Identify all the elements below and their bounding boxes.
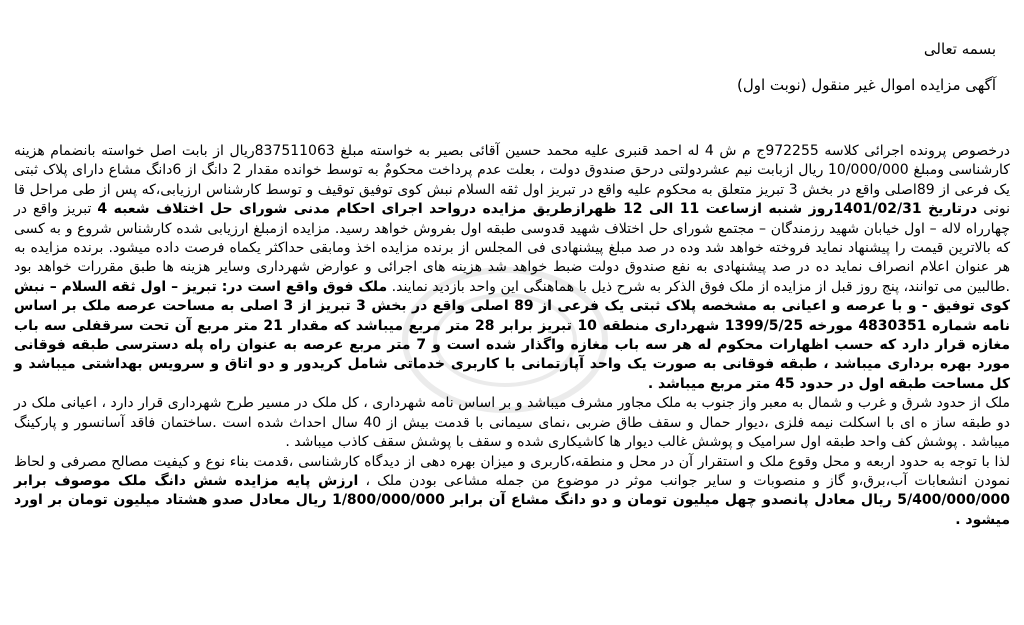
- paragraph-boundaries: ملک از حدود شرق و غرب و شمال به معبر واز جنوب به ملک مجاور مشرف میباشد و بر اساس نامه شهرداری ، کل ملک در مسیر طرح شهرداری قرار دارد ، اعیانی ملک در دو طبقه ساز ه ای با اسکلت نیمه فلزی ،دیوار حمال و سقف طاق ضربی ،نمای سیمانی با قدمت بیش از 40 سال احداث شده است .ساختمان فاقد آسانسور و پارکینگ میباشد . پوشش کف واحد طبقه اول سرامیک و پوشش غالب دیوار ها کاشیکاری شده و سقف با پوشش سقف کاذب میباشد .: [14, 395, 1010, 451]
- case-text: درخصوص پرونده اجرائی کلاسه 972255ج م ش 4 له احمد قنبری علیه محمد حسین آقائی بصیر به خواسته مبلغ 837511063ریال از بابت اصل خواسته بانضمام هزینه کارشناسی ومبلغ 10/000/000 ریال ازبابت نیم عشردولتی درحق صندوق دولت ، بعلت عدم پرداخت محکومٌ به توسط خوانده مقدار 2 دانگ از 6دانگ مشاع دارای پلاک ثبتی یک فرعی از 89اصلی واقع در بخش 3 تبریز متعلق به محکوم علیه واقع در تبریز اول ثقه السلام نبش کوی توفیق توقیف و توسط کارشناس ارزیابی،که پس از طی مراحل قا نونی: [14, 143, 1011, 218]
- base-price-text: ارزش پایه مزایده شش دانگ ملک موصوف برابر 5/400/000/000 ریال معادل پانصدو چهل میلیون تومان و دو دانگ مشاع آن برابر 1/800/000/000 ریال معادل صدو هشتاد میلیون تومان بر اورد میشود .: [14, 472, 1010, 528]
- basmala-heading: بسمه تعالی: [923, 40, 996, 58]
- valuation-text: لذا با توجه به حدود اربعه و محل وقوع ملک و استقرار آن در محل و منطقه،کاربری و میزان بهره دهی از دیدگاه کارشناسی ،قدمت بناء نوع و کیفیت مصالح مصرفی و لحاظ نمودن انشعابات آب،برق،و گاز و منصوبات و سایر جوانب موثر در موضوع من جمله مشاعی بودن ملک ،: [14, 453, 1011, 489]
- notice-body: [14, 142, 1010, 530]
- auction-terms-text: تبریز واقع در چهارراه لاله – اول خیابان شهید رزمندگان – مجتمع شورای حل اختلاف شهید قدوسی طبقه اول بفروش خواهد رسید. مزایده ازمبلغ ارزیابی شده کارشناس شروع و به کسی که بالاترین قیمت را پیشنهاد نماید فروخته خواهد شد وده در صد مبلغ پیشنهادی فی المجلس از برنده مزایده اخذ ومابقی حداکثر یکماه فرصت داده میشود. برنده مزایده به هر عنوان اعلام انصراف نماید ده در صد پیشنهادی به نفع صندوق دولت ضبط خواهد شد هزینه های اجرائی و عوارض شهرداری وسایر هزینه ها طبق مقررات خواهد بود .طالبین می توانند، پنج روز قبل از مزایده از ملک فوق الذکر به شرح ذیل با هماهنگی این واحد بازدید نمایند.: [14, 201, 1011, 295]
- auction-date-text: درتاریخ 1401/02/31روز شنبه ازساعت 11 الی 12 ظهرازطریق مزایده درواحد اجرای احکام مدنی شورای حل اختلاف شعبه 4: [97, 201, 978, 218]
- property-description-text: ملک فوق واقع است در: تبریز – اول ثقه السلام – نبش کوی توفیق - و با عرصه و اعیانی به مشخصه پلاک ثبتی یک فرعی از 89 اصلی واقع در بخش 3 تبریز از 3 اصلی به مساحت عرصه ملک بر اساس نامه شماره 4830351 مورخه 1399/5/25 شهرداری منطقه 10 تبریز برابر 28 متر مربع میباشد که مقدار 21 متر مربع آن تحت سرقفلی سه باب مغازه قرار دارد که حسب اظهارات محکوم له هر سه باب مغازه واگذار شده است و 7 متر مربع عرصه به عنوان راه پله دسترسی طبقه فوقانی مورد بهره برداری میباشد ، طبقه فوقانی به صورت یک واحد آپارتمانی با کاربری خدماتی شامل کریدور و دو اتاق و سرویس بهداشتی میباشد و کل مساحت طبقه اول در حدود 45 متر مربع میباشد .: [14, 278, 1010, 392]
- notice-title: آگهی مزایده اموال غیر منقول (نوبت اول): [736, 76, 996, 94]
- paragraph-valuation: [14, 453, 1010, 531]
- paragraph-main: [14, 142, 1010, 394]
